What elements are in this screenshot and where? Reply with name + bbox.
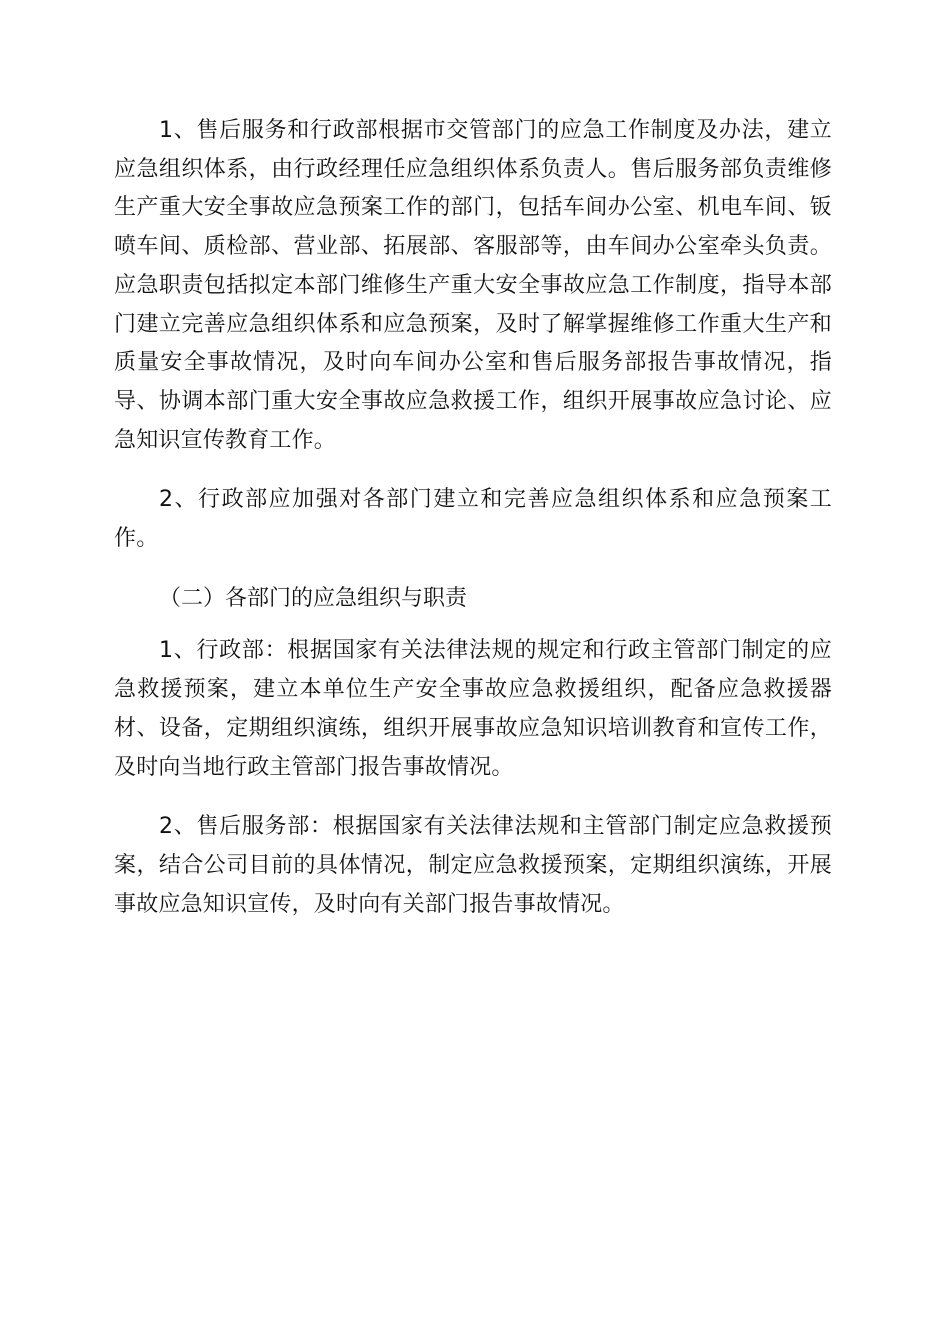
section-heading: （二）各部门的应急组织与职责: [159, 585, 468, 611]
paragraph-2: 2、行政部应加强对各部门建立和完善应急组织体系和应急预案工作。: [114, 487, 832, 552]
section-paragraph-1: 1、行政部：根据国家有关法律法规的规定和行政主管部门制定的应急救援预案，建立本单位生产安全事故应急救援组织，配备应急救援器材、设备，定期组织演练，组织开展事故应急知识培训教育和宣传工作，及时向当地行政主管部门报告事故情况。: [114, 638, 832, 780]
paragraph-1: 1、售后服务和行政部根据市交管部门的应急工作制度及办法，建立应急组织体系，由行政经理任应急组织体系负责人。售后服务部负责维修生产重大安全事故应急预案工作的部门，包括车间办公室、机电车间、钣喷车间、质检部、营业部、拓展部、客服部等，由车间办公室牵头负责。应急职责包括拟定本部门维修生产重大安全事故应急工作制度，指导本部门建立完善应急组织体系和应急预案，及时了解掌握维修工作重大生产和质量安全事故情况，及时向车间办公室和售后服务部报告事故情况，指导、协调本部门重大安全事故应急救援工作，组织开展事故应急讨论、应急知识宣传教育工作。: [114, 118, 832, 453]
section-paragraph-2: 2、售后服务部：根据国家有关法律法规和主管部门制定应急救援预案，结合公司目前的具体情况，制定应急救援预案，定期组织演练，开展事故应急知识宣传，及时向有关部门报告事故情况。: [114, 814, 832, 917]
document-body: [114, 112, 832, 924]
